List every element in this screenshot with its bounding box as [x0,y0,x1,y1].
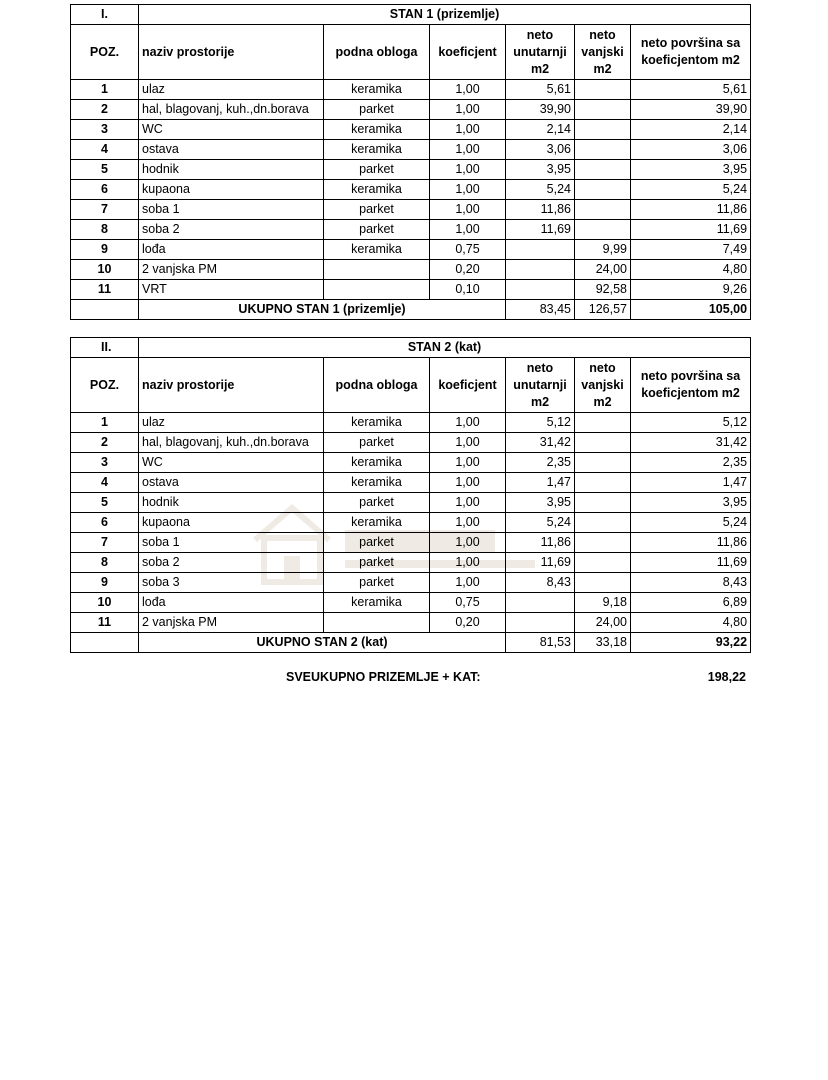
cell-pos: 9 [71,240,139,260]
cell-total: 11,86 [631,533,751,553]
cell-pos: 4 [71,140,139,160]
cell-floor: keramika [324,180,430,200]
cell-inner: 2,35 [506,453,575,473]
cell-coef: 1,00 [430,140,506,160]
cell-outer [575,473,631,493]
cell-pos: 1 [71,80,139,100]
stan2-total-row [71,633,751,653]
table-row [71,240,751,260]
cell-inner: 3,06 [506,140,575,160]
cell-coef: 1,00 [430,493,506,513]
cell-name: soba 3 [139,573,324,593]
cell-floor [324,613,430,633]
cell-floor: keramika [324,593,430,613]
cell-total: 39,90 [631,100,751,120]
stan1-roman: I. [71,5,139,25]
cell-inner [506,240,575,260]
stan2-table [70,337,751,653]
cell-floor: parket [324,160,430,180]
cell-coef: 0,20 [430,613,506,633]
cell-outer: 9,99 [575,240,631,260]
cell-coef: 1,00 [430,160,506,180]
cell-total: 4,80 [631,260,751,280]
cell-floor: keramika [324,413,430,433]
cell-inner: 11,69 [506,220,575,240]
cell-name: soba 2 [139,553,324,573]
cell-pos: 7 [71,200,139,220]
cell-outer: 9,18 [575,593,631,613]
cell-total: 31,42 [631,433,751,453]
cell-outer [575,160,631,180]
cell-outer [575,573,631,593]
table-row [71,80,751,100]
cell-inner: 5,24 [506,513,575,533]
cell-floor: keramika [324,140,430,160]
cell-total: 2,14 [631,120,751,140]
cell-name: hodnik [139,160,324,180]
stan2-title: STAN 2 (kat) [139,338,751,358]
cell-floor: parket [324,493,430,513]
table-row [71,260,751,280]
col-coef-header: koeficjent [430,25,506,80]
table-row [71,160,751,180]
cell-outer [575,140,631,160]
col-total-header: neto površina sa koeficjentom m2 [631,358,751,413]
grand-total-value: 198,22 [707,670,746,684]
cell-coef: 1,00 [430,80,506,100]
cell-outer [575,120,631,140]
table-row [71,100,751,120]
col-floor-header: podna obloga [324,25,430,80]
table-row [71,613,751,633]
col-name-header: naziv prostorije [139,25,324,80]
cell-coef: 0,10 [430,280,506,300]
stan1-header-row [71,25,751,80]
cell-total: 5,12 [631,413,751,433]
cell-coef: 1,00 [430,413,506,433]
cell-total: 11,86 [631,200,751,220]
cell-pos: 11 [71,280,139,300]
cell-name: kupaona [139,180,324,200]
cell-floor: keramika [324,453,430,473]
stan2-total-outer: 33,18 [575,633,631,653]
cell-coef: 1,00 [430,553,506,573]
stan2-total-label: UKUPNO STAN 2 (kat) [139,633,506,653]
cell-pos: 6 [71,180,139,200]
cell-name: 2 vanjska PM [139,260,324,280]
stan1-rows [71,80,751,300]
table-row [71,140,751,160]
stan1-title: STAN 1 (prizemlje) [139,5,751,25]
cell-inner: 11,86 [506,200,575,220]
cell-coef: 1,00 [430,180,506,200]
cell-total: 1,47 [631,473,751,493]
table-row [71,280,751,300]
cell-coef: 1,00 [430,100,506,120]
stan1-total-label: UKUPNO STAN 1 (prizemlje) [139,300,506,320]
cell-total: 11,69 [631,220,751,240]
cell-outer [575,533,631,553]
cell-pos: 9 [71,573,139,593]
cell-inner [506,280,575,300]
cell-total: 6,89 [631,593,751,613]
cell-floor: parket [324,433,430,453]
cell-outer [575,433,631,453]
table-row [71,200,751,220]
cell-coef: 1,00 [430,473,506,493]
cell-pos: 8 [71,553,139,573]
cell-outer: 92,58 [575,280,631,300]
cell-inner [506,593,575,613]
cell-inner: 1,47 [506,473,575,493]
cell-pos: 3 [71,120,139,140]
stan2-total-inner: 81,53 [506,633,575,653]
cell-inner: 3,95 [506,493,575,513]
table-row [71,473,751,493]
cell-pos: 5 [71,493,139,513]
cell-floor: parket [324,533,430,553]
cell-total: 3,95 [631,493,751,513]
cell-inner: 2,14 [506,120,575,140]
cell-total: 3,95 [631,160,751,180]
table-row [71,513,751,533]
cell-floor: keramika [324,473,430,493]
cell-total: 4,80 [631,613,751,633]
cell-name: WC [139,120,324,140]
cell-inner: 31,42 [506,433,575,453]
table-row [71,573,751,593]
cell-outer [575,80,631,100]
grand-total-label: SVEUKUPNO PRIZEMLJE + KAT: [286,670,481,684]
cell-name: ulaz [139,413,324,433]
cell-pos: 10 [71,260,139,280]
cell-pos: 2 [71,433,139,453]
cell-inner: 5,24 [506,180,575,200]
cell-floor: keramika [324,513,430,533]
cell-pos: 4 [71,473,139,493]
cell-coef: 1,00 [430,453,506,473]
col-coef-header: koeficjent [430,358,506,413]
cell-floor: keramika [324,120,430,140]
stan2-total-total: 93,22 [631,633,751,653]
col-inner-header: neto unutarnji m2 [506,25,575,80]
cell-inner [506,613,575,633]
cell-outer [575,493,631,513]
cell-name: ulaz [139,80,324,100]
cell-inner: 11,69 [506,553,575,573]
cell-floor: parket [324,200,430,220]
stan2-header-row [71,358,751,413]
table-row [71,453,751,473]
table-row [71,593,751,613]
stan1-total-outer: 126,57 [575,300,631,320]
cell-coef: 1,00 [430,433,506,453]
cell-name: soba 1 [139,533,324,553]
cell-outer [575,553,631,573]
cell-name: ostava [139,140,324,160]
cell-pos: 11 [71,613,139,633]
cell-floor: parket [324,100,430,120]
col-floor-header: podna obloga [324,358,430,413]
cell-coef: 0,75 [430,593,506,613]
cell-floor: parket [324,220,430,240]
cell-name: hodnik [139,493,324,513]
cell-outer [575,413,631,433]
cell-name: ostava [139,473,324,493]
cell-outer [575,220,631,240]
cell-total: 5,24 [631,513,751,533]
cell-floor [324,280,430,300]
cell-outer [575,513,631,533]
table-row [71,553,751,573]
table-row [71,220,751,240]
cell-total: 3,06 [631,140,751,160]
cell-floor: keramika [324,240,430,260]
cell-name: hal, blagovanj, kuh.,dn.borava [139,100,324,120]
cell-name: 2 vanjska PM [139,613,324,633]
col-outer-header: neto vanjski m2 [575,25,631,80]
stan2-title-row [71,338,751,358]
col-pos-header: POZ. [71,358,139,413]
col-outer-header: neto vanjski m2 [575,358,631,413]
stan1-total-inner: 83,45 [506,300,575,320]
cell-name: lođa [139,593,324,613]
col-pos-header: POZ. [71,25,139,80]
cell-floor: parket [324,553,430,573]
cell-inner [506,260,575,280]
stan1-total-row [71,300,751,320]
cell-name: lođa [139,240,324,260]
cell-outer: 24,00 [575,260,631,280]
col-name-header: naziv prostorije [139,358,324,413]
cell-coef: 1,00 [430,120,506,140]
cell-total: 2,35 [631,453,751,473]
cell-name: hal, blagovanj, kuh.,dn.borava [139,433,324,453]
cell-outer [575,100,631,120]
cell-coef: 1,00 [430,220,506,240]
cell-pos: 8 [71,220,139,240]
cell-total: 9,26 [631,280,751,300]
stan1-title-row [71,5,751,25]
cell-inner: 39,90 [506,100,575,120]
cell-inner: 3,95 [506,160,575,180]
cell-coef: 1,00 [430,513,506,533]
cell-floor: keramika [324,80,430,100]
cell-outer [575,180,631,200]
cell-total: 8,43 [631,573,751,593]
stan1-table [70,4,751,320]
cell-total: 7,49 [631,240,751,260]
cell-name: WC [139,453,324,473]
cell-pos: 10 [71,593,139,613]
cell-coef: 1,00 [430,573,506,593]
cell-pos: 6 [71,513,139,533]
cell-pos: 7 [71,533,139,553]
cell-outer: 24,00 [575,613,631,633]
cell-coef: 1,00 [430,533,506,553]
cell-outer [575,453,631,473]
cell-total: 11,69 [631,553,751,573]
cell-name: soba 2 [139,220,324,240]
cell-floor: parket [324,573,430,593]
cell-pos: 5 [71,160,139,180]
stan2-roman: II. [71,338,139,358]
cell-total: 5,24 [631,180,751,200]
cell-outer [575,200,631,220]
table-row [71,433,751,453]
cell-pos: 1 [71,413,139,433]
stan2-rows [71,413,751,633]
table-row [71,180,751,200]
table-row [71,413,751,433]
cell-name: VRT [139,280,324,300]
cell-total: 5,61 [631,80,751,100]
cell-inner: 5,12 [506,413,575,433]
cell-floor [324,260,430,280]
cell-coef: 0,75 [430,240,506,260]
cell-inner: 11,86 [506,533,575,553]
cell-pos: 2 [71,100,139,120]
cell-inner: 8,43 [506,573,575,593]
table-row [71,493,751,513]
cell-pos: 3 [71,453,139,473]
cell-name: soba 1 [139,200,324,220]
cell-name: kupaona [139,513,324,533]
cell-inner: 5,61 [506,80,575,100]
table-row [71,120,751,140]
col-total-header: neto površina sa koeficjentom m2 [631,25,751,80]
cell-coef: 0,20 [430,260,506,280]
stan1-total-total: 105,00 [631,300,751,320]
cell-coef: 1,00 [430,200,506,220]
col-inner-header: neto unutarnji m2 [506,358,575,413]
table-row [71,533,751,553]
